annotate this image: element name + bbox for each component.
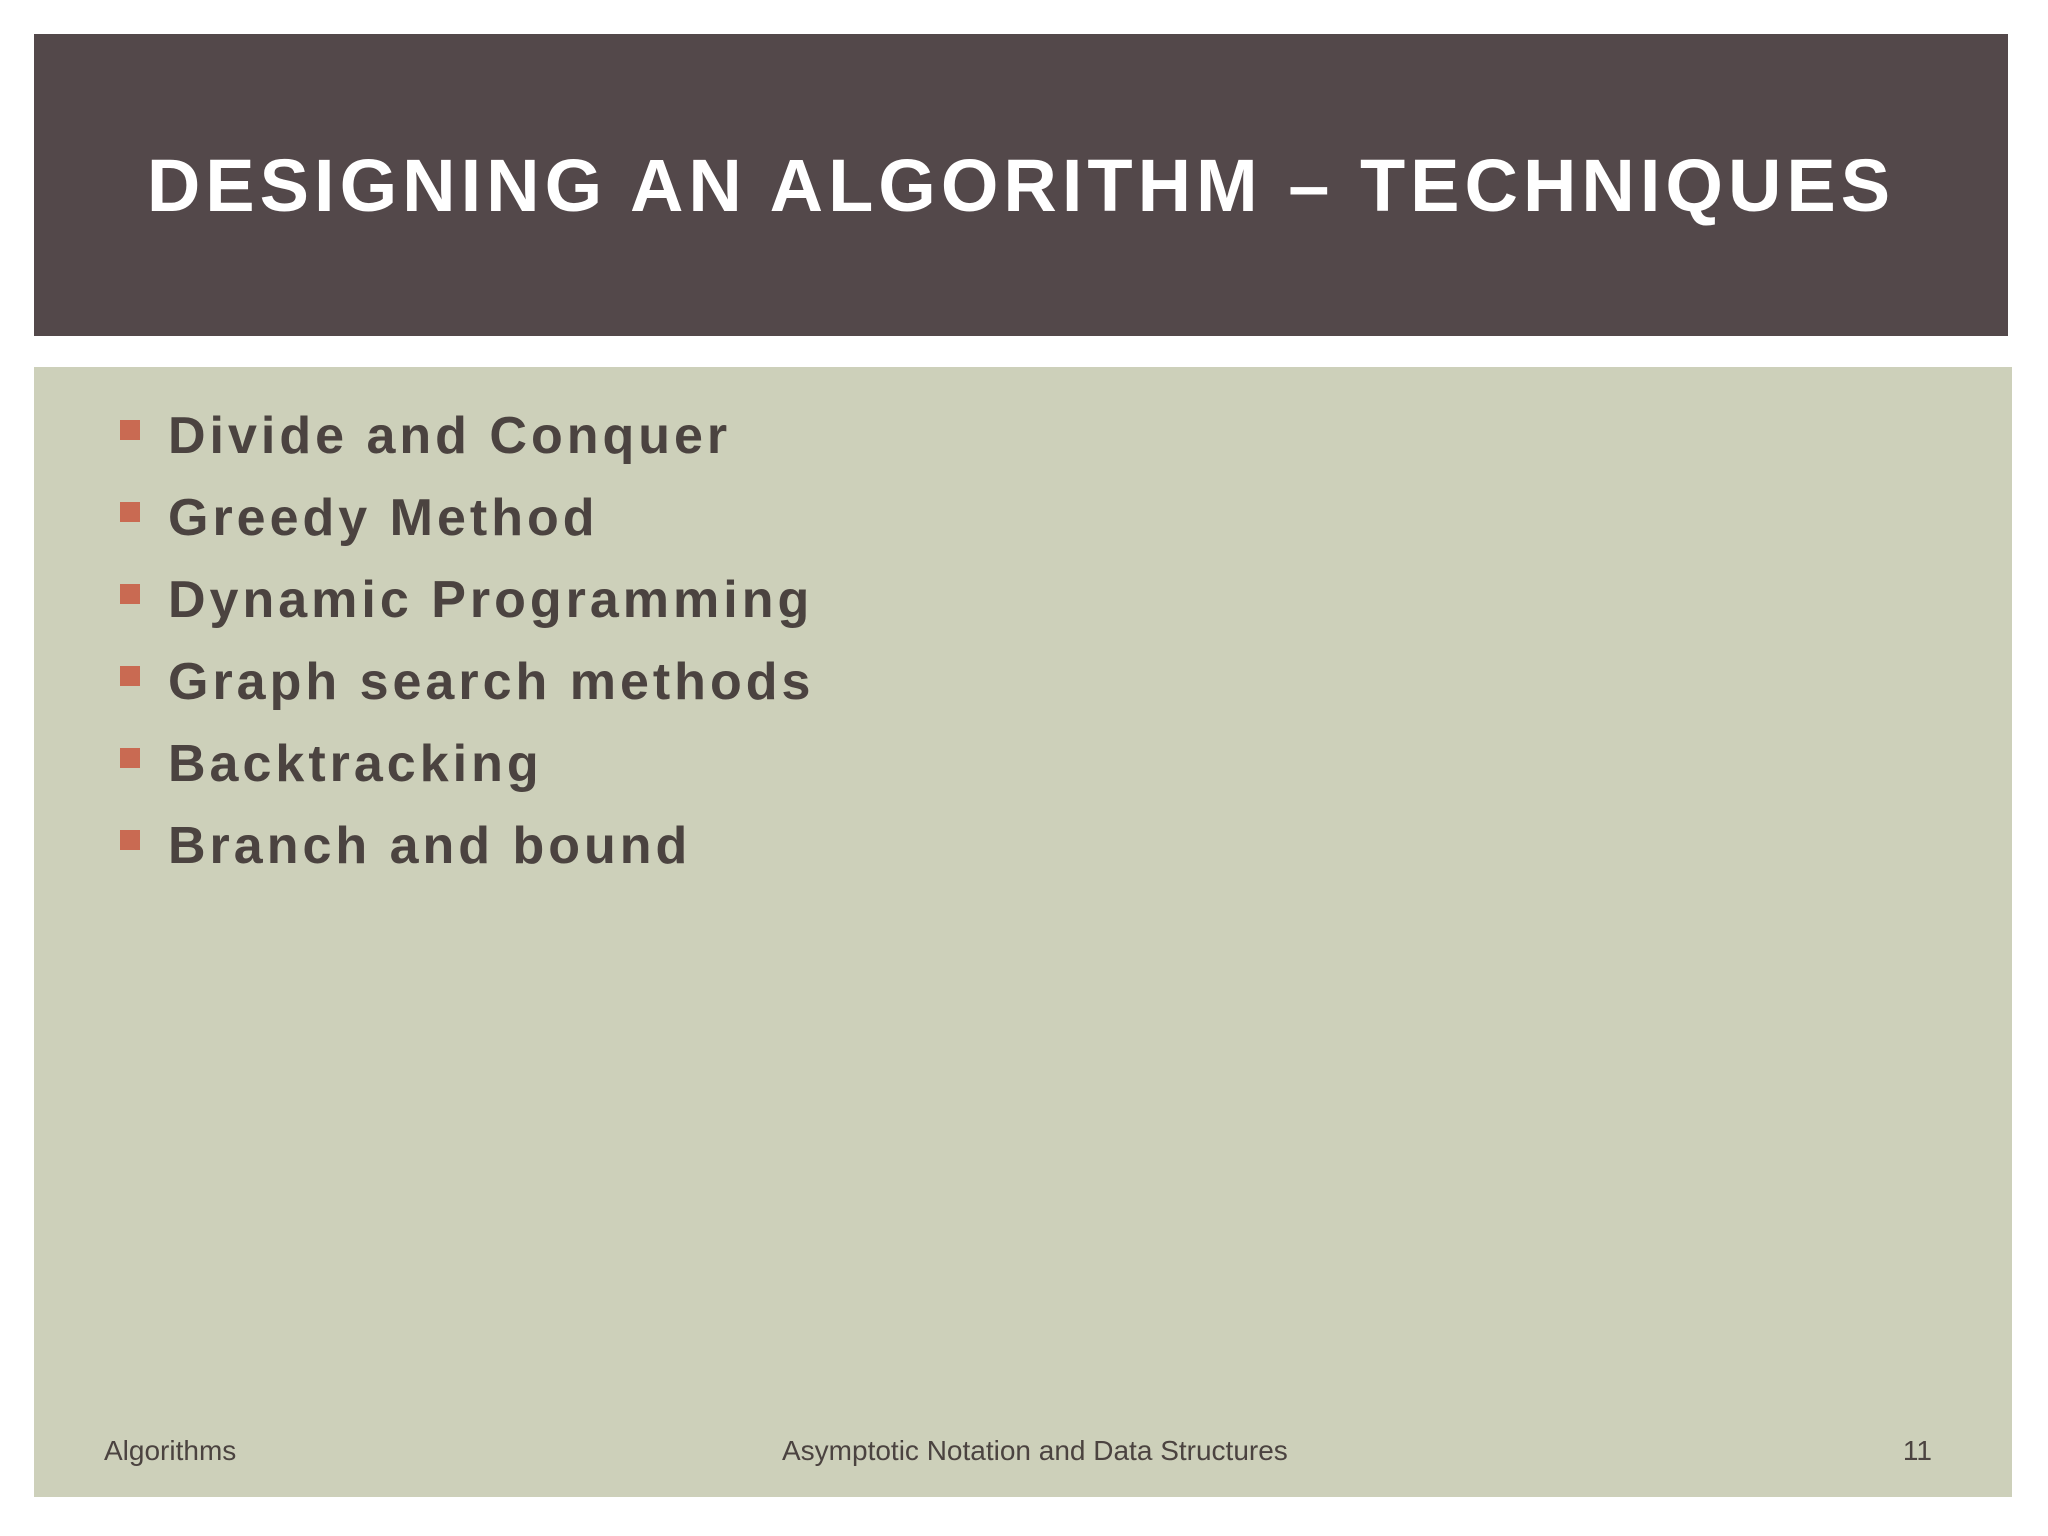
list-item: [120, 559, 814, 641]
footer-course-name: Algorithms: [104, 1435, 237, 1466]
list-item: [120, 477, 814, 559]
title-bar: [34, 34, 2008, 336]
square-bullet-icon: [120, 502, 140, 522]
square-bullet-icon: [120, 420, 140, 440]
slide-footer: [34, 1435, 2012, 1475]
square-bullet-icon: [120, 584, 140, 604]
bullet-text: Backtracking: [168, 735, 543, 793]
bullet-text: Greedy Method: [168, 489, 599, 547]
page-number: 11: [1902, 1435, 1932, 1466]
square-bullet-icon: [120, 666, 140, 686]
slide-title: DESIGNING AN ALGORITHM – TECHNIQUES: [146, 143, 1896, 227]
list-item: [120, 641, 814, 723]
footer-lecture-title: Asymptotic Notation and Data Structures: [782, 1435, 1288, 1466]
list-item: [120, 395, 814, 477]
bullet-text: Branch and bound: [168, 817, 692, 875]
list-item: [120, 723, 814, 805]
content-panel: [34, 367, 2012, 1497]
square-bullet-icon: [120, 748, 140, 768]
square-bullet-icon: [120, 830, 140, 850]
bullet-text: Divide and Conquer: [168, 407, 732, 465]
bullet-list: [120, 395, 814, 887]
bullet-text: Dynamic Programming: [168, 571, 814, 629]
list-item: [120, 805, 814, 887]
bullet-text: Graph search methods: [168, 653, 815, 711]
